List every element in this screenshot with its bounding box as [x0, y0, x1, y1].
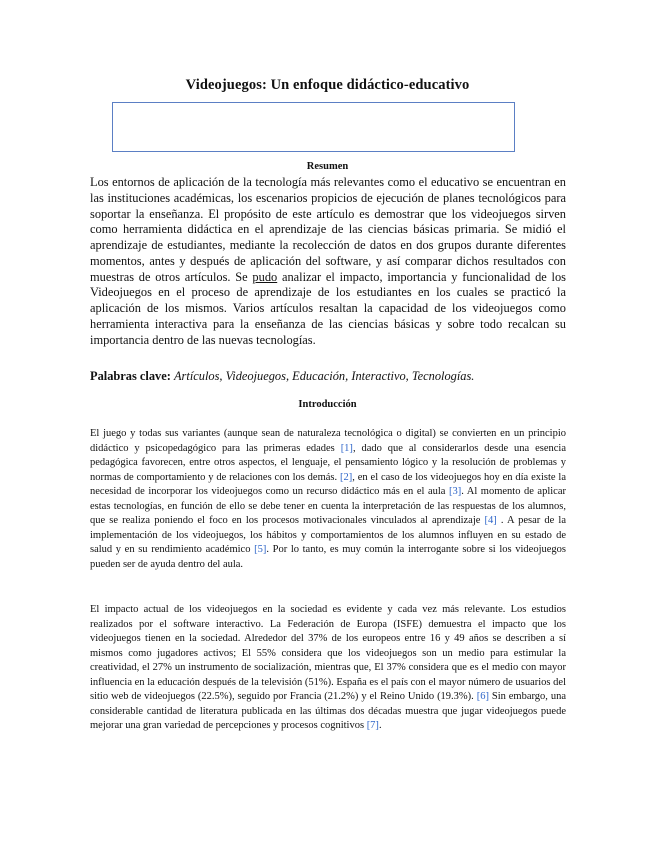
introduction-paragraph-2 [90, 603, 566, 734]
p1-text-1: El juego y todas sus variantes (aunque sean de naturaleza tecnológica o digital) se convierten en un principio didáctico y psicopedagógico para las primeras edades [90, 428, 566, 454]
citation-link-7[interactable]: [7] [366, 720, 379, 731]
author-info-box [112, 102, 515, 152]
citation-link-6[interactable]: [6] [476, 691, 489, 702]
introduction-paragraph-1 [90, 427, 566, 572]
abstract-text-part1: Los entornos de aplicación de la tecnología más relevantes como el educativo se encuentran en las instituciones académicas, los escenarios propicios de ejecución de planes tecnológicos para soportar la enseñanza. El propósito de este artículo es demostrar que los videojuegos sirven como herramienta didáctica en el aprendizaje de las ciencias básicas primaria. Se midió el aprendizaje de estudiantes, mediante la recolección de datos en dos grupos durante diferentes momentos, antes y después de aplicación del software, y así comparar dichos resultados con muestras de otros artículos. Se [90, 175, 566, 284]
keywords-terms: Artículos, Videojuegos, Educación, Interactivo, Tecnologías. [173, 369, 475, 383]
abstract-text-part2: analizar el impacto, importancia y funcionalidad de los Videojuegos en el proceso de aprendizaje de los estudiantes en los cuales se practicó la aplicación de los mismos. Varios artículos resaltan la capacidad de los videojuegos como herramienta interactiva para la enseñanza de las ciencias básicas y sobre todo recalcan su importancia dentro de las nuevas tecnologías. [90, 269, 566, 347]
p2-text-1: El impacto actual de los videojuegos en la sociedad es evidente y cada vez más relevante. Los estudios realizados por el software interactivo. La Federación de Europa (ISFE) demuestra el impacto que los videojuegos tienen en la sociedad. Alrededor del 37% de los europeos entre 16 y 49 años se describen a sí mismos como jugadores activos; El 55% considera que los videojuegos son un medio para estimular la creatividad, el 27% un instrumento de socialización, mientras que, El 37% considera que es el medio con mayor influencia en la educación después de la televisión (51%). España es el país con el mayor número de usuarios del sitio web de videojuegos (22.5%), seguido por Francia (21.2%) y el Reino Unido (19.3%). [90, 604, 566, 702]
abstract-underlined-word: pudo [252, 269, 278, 284]
citation-link-2[interactable]: [2] [340, 471, 353, 483]
p1-text-3: , en el caso de los videojuegos hoy en día existe la necesidad de incorporar los videojuegos como un recurso didáctico más en el aula [90, 471, 567, 497]
paper-title: Videojuegos: Un enfoque didáctico-educativo [185, 77, 470, 93]
citation-link-1[interactable]: [1] [340, 442, 353, 454]
abstract-heading: Resumen [306, 161, 349, 172]
citation-link-4[interactable]: [4] [484, 515, 497, 526]
p1-text-6: . Por lo tanto, es muy común la interrogante sobre si los videojuegos pueden ser de ayuda dentro del aula. [90, 544, 566, 570]
abstract-text [90, 175, 566, 348]
p1-text-5: . A pesar de la implementación de los videojuegos, los hábitos y comportamientos de los alumnos influyen en su estado de salud y en su rendimiento académico [90, 515, 566, 555]
p1-text-2: , dado que al considerarlos desde una esencia pedagógica favorecen, entre otros aspectos, el lenguaje, el pensamiento lógico y la resolución de problemas y normas de comportamiento y de relaciones con los demás. [90, 442, 566, 483]
introduction-heading: Introducción [298, 399, 357, 410]
keywords-line [90, 368, 566, 384]
p1-text-4: . Al momento de aplicar estas tecnologías, en función de ello se debe tener en cuenta la interpretación de las respuestas de los alumnos, que se realiza poniendo el foco en los procesos motivacionales vinculados al aprendizaje [90, 486, 566, 526]
p2-text-2: Sin embargo, una considerable cantidad de literatura publicada en las últimas dos décadas muestra que jugar videojuegos puede mejorar una gran variedad de percepciones y procesos cognitivos [90, 691, 566, 731]
p2-text-3: . [378, 720, 382, 731]
keywords-label: Palabras clave: [90, 369, 171, 383]
citation-link-3[interactable]: [3] [448, 486, 462, 497]
citation-link-5[interactable]: [5] [254, 544, 267, 555]
